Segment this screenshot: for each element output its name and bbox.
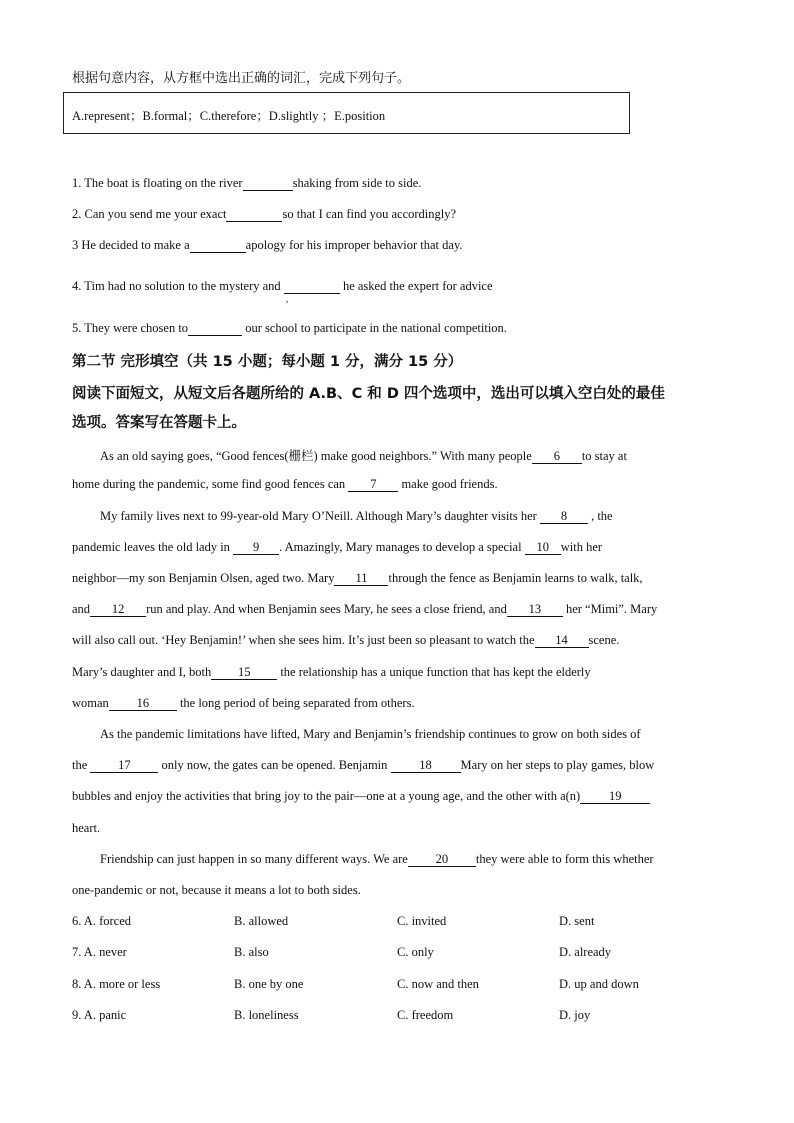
passage-line: heart.: [72, 821, 101, 835]
sentence-3: 3 He decided to make a apology for his improper behavior that day.: [72, 238, 463, 252]
word-box-options: A.represent；B.formal；C.therefore；D.slightly ；E.position: [72, 109, 386, 123]
sentence-1: 1. The boat is floating on the river shaking from side to side.: [72, 176, 422, 190]
option-6b[interactable]: B. allowed: [234, 914, 289, 928]
blank-16[interactable]: 16: [109, 697, 177, 711]
section-title: 第二节 完形填空（共 15 小题；每小题 1 分，满分 15 分）: [72, 354, 463, 370]
sentence-5: 5. They were chosen to our school to participate in the national competition.: [72, 321, 507, 335]
option-7b[interactable]: B. also: [234, 945, 269, 959]
answer-blank[interactable]: [226, 208, 282, 222]
option-9d[interactable]: D. joy: [559, 1008, 591, 1022]
option-8d[interactable]: D. up and down: [559, 977, 639, 991]
option-8a[interactable]: 8. A. more or less: [72, 977, 161, 991]
option-6d[interactable]: D. sent: [559, 914, 595, 928]
sentence-4: 4. Tim had no solution to the mystery and he asked the expert for advice: [72, 279, 493, 293]
passage-line: one-pandemic or not, because it means a lot to both sides.: [72, 883, 361, 897]
option-6a[interactable]: 6. A. forced: [72, 914, 132, 928]
blank-17[interactable]: 17: [90, 759, 158, 773]
option-8c[interactable]: C. now and then: [397, 977, 479, 991]
comma-mark: ,: [286, 294, 289, 304]
blank-14[interactable]: 14: [535, 634, 589, 648]
passage-line: Mary’s daughter and I, both 15 the relationship has a unique function that has kept the elderly: [72, 665, 591, 679]
passage-line: Friendship can just happen in so many different ways. We are 20 they were able to form this whether: [100, 852, 654, 866]
option-7d[interactable]: D. already: [559, 945, 612, 959]
option-7c[interactable]: C. only: [397, 945, 434, 959]
word-box: [63, 92, 630, 134]
blank-6[interactable]: 6: [532, 450, 582, 464]
instruction-text: 根据句意内容，从方框中选出正确的词汇，完成下列句子。: [72, 71, 411, 86]
blank-9[interactable]: 9: [233, 541, 279, 555]
blank-10[interactable]: 10: [525, 541, 561, 555]
blank-11[interactable]: 11: [334, 572, 388, 586]
blank-13[interactable]: 13: [507, 603, 563, 617]
blank-19[interactable]: 19: [580, 790, 650, 804]
passage-line: My family lives next to 99-year-old Mary O’Neill. Although Mary’s daughter visits her 8 , the: [100, 509, 613, 523]
answer-blank[interactable]: [190, 239, 246, 253]
answer-blank[interactable]: [188, 322, 242, 336]
blank-8[interactable]: 8: [540, 510, 588, 524]
passage-line: neighbor—my son Benjamin Olsen, aged two. Mary 11 through the fence as Benjamin learns to walk, talk,: [72, 571, 643, 585]
section-instruction: 阅读下面短文，从短文后各题所给的 A.B、C 和 D 四个选项中，选出可以填入空白处的最佳: [72, 386, 665, 402]
passage-line: will also call out. ‘Hey Benjamin!’ when she sees him. It’s just been so pleasant to watch the 14 scene.: [72, 633, 620, 647]
passage-line: As an old saying goes, “Good fences(栅栏) make good neighbors.” With many people 6 to stay at: [100, 449, 627, 463]
option-6c[interactable]: C. invited: [397, 914, 447, 928]
passage-line: As the pandemic limitations have lifted, Mary and Benjamin’s friendship continues to grow on both sides of: [100, 727, 641, 741]
option-9a[interactable]: 9. A. panic: [72, 1008, 127, 1022]
blank-18[interactable]: 18: [391, 759, 461, 773]
passage-line: and 12 run and play. And when Benjamin sees Mary, he sees a close friend, and 13 her “Mimi”. Mary: [72, 602, 658, 616]
passage-line: home during the pandemic, some find good fences can 7 make good friends.: [72, 477, 498, 491]
blank-20[interactable]: 20: [408, 853, 476, 867]
answer-blank[interactable]: [243, 177, 293, 191]
blank-15[interactable]: 15: [211, 666, 277, 680]
passage-line: pandemic leaves the old lady in 9 . Amazingly, Mary manages to develop a special 10 with her: [72, 540, 603, 554]
blank-7[interactable]: 7: [348, 478, 398, 492]
section-instruction: 选项。答案写在答题卡上。: [72, 415, 246, 431]
option-7a[interactable]: 7. A. never: [72, 945, 127, 959]
passage-line: bubbles and enjoy the activities that bring joy to the pair—one at a young age, and the other with a(n) 19: [72, 789, 650, 804]
answer-blank[interactable]: [284, 280, 340, 294]
option-8b[interactable]: B. one by one: [234, 977, 304, 991]
blank-12[interactable]: 12: [90, 603, 146, 617]
passage-line: woman 16 the long period of being separated from others.: [72, 696, 415, 710]
passage-line: the 17 only now, the gates can be opened. Benjamin 18 Mary on her steps to play games, blow: [72, 758, 655, 772]
option-9b[interactable]: B. loneliness: [234, 1008, 299, 1022]
sentence-2: 2. Can you send me your exact so that I can find you accordingly?: [72, 207, 457, 221]
option-9c[interactable]: C. freedom: [397, 1008, 454, 1022]
